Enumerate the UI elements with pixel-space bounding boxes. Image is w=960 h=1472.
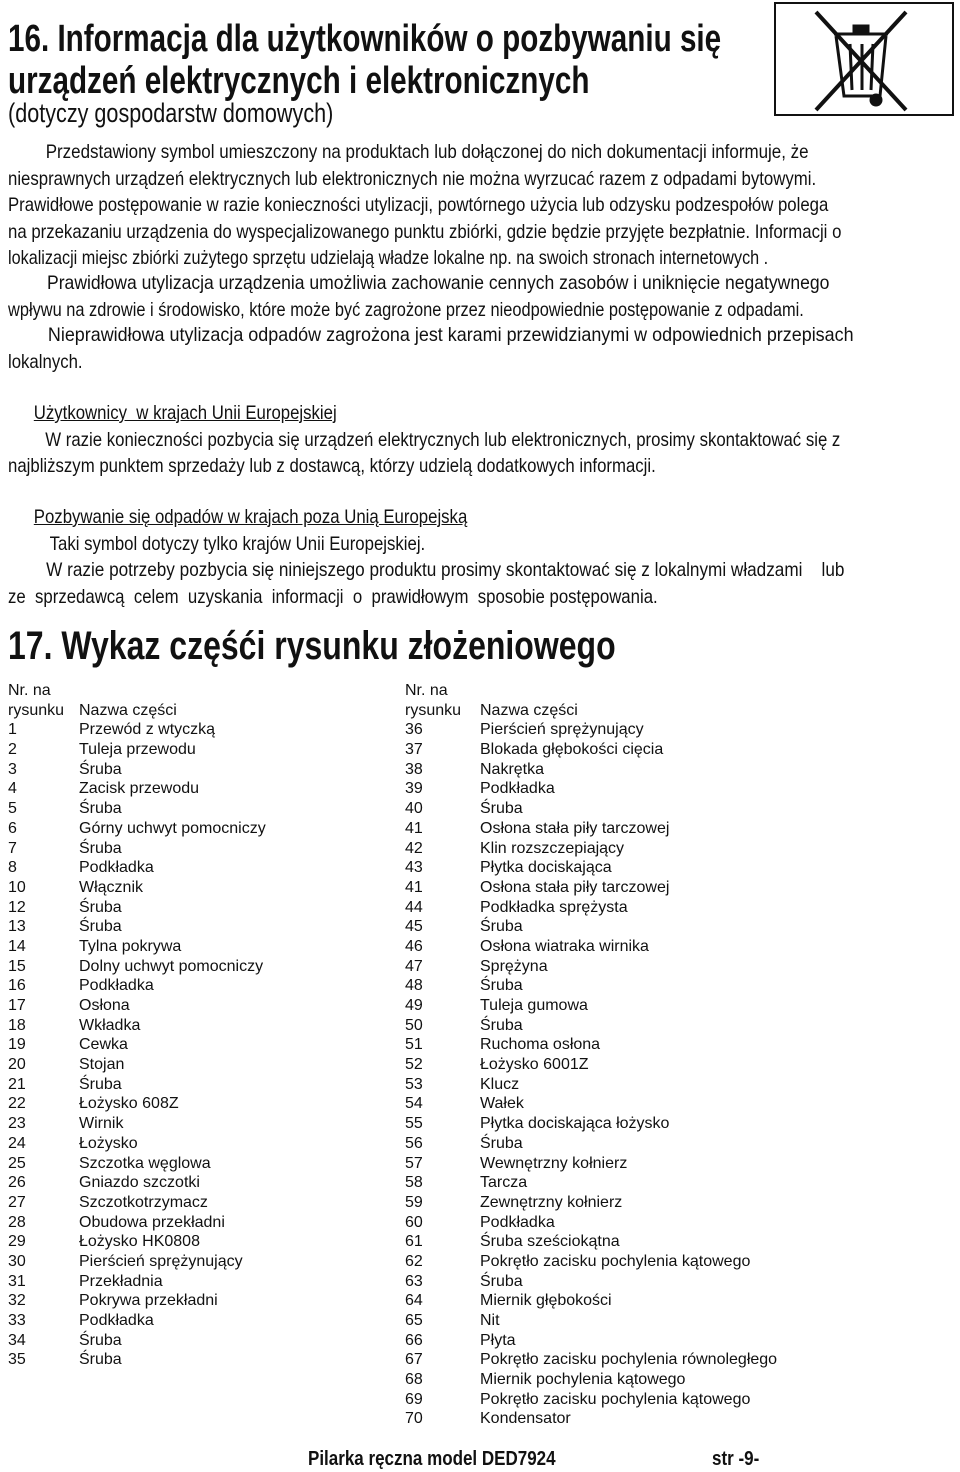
part-number: 61	[405, 1233, 423, 1251]
text-line: wpływu na zdrowie i środowisko, które może być zagrożone przez nieodpowiednie postępowanie z odpadami.	[8, 298, 804, 321]
part-name: Śruba	[79, 760, 122, 778]
text-line: Prawidłowa utylizacja urządzenia umożliwia zachowanie cennych zasobów i uniknięcie negatywnego	[8, 272, 830, 294]
part-number: 32	[8, 1292, 26, 1310]
part-number: 36	[405, 721, 423, 739]
part-number: 58	[405, 1174, 423, 1192]
part-number: 3	[8, 760, 17, 778]
part-number: 6	[8, 819, 17, 837]
part-number: 34	[8, 1331, 26, 1349]
part-name: Podkładka	[79, 1312, 154, 1329]
part-name: Śruba	[480, 918, 523, 936]
part-number: 25	[8, 1154, 26, 1172]
footer-title: Pilarka ręczna model DED7924	[308, 1448, 556, 1470]
header-nr-line1: Nr. na	[8, 682, 51, 699]
part-name: Włącznik	[79, 878, 144, 896]
part-name: Śruba	[79, 918, 122, 936]
part-name: Tarcza	[480, 1174, 528, 1192]
part-number: 54	[405, 1095, 423, 1113]
part-number: 22	[8, 1095, 26, 1113]
part-number: 52	[405, 1056, 423, 1074]
part-name: Podkładka sprężysta	[480, 898, 628, 916]
part-name: Podkładka	[79, 859, 154, 877]
part-number: 43	[405, 859, 423, 877]
part-number: 62	[405, 1252, 423, 1270]
part-number: 12	[8, 898, 26, 916]
header-nr-line2: rysunku	[405, 701, 462, 719]
text-line: lokalnych.	[8, 350, 83, 373]
part-name: Nakrętka	[480, 760, 545, 778]
proper-disposal-paragraph	[8, 270, 956, 323]
text-line: ze sprzedawcą celem uzyskania informacji o prawidłowym sposobie postępowania.	[8, 585, 658, 608]
part-name: Klucz	[480, 1075, 520, 1093]
part-name: Wewnętrzny kołnierz	[480, 1154, 628, 1172]
part-number: 15	[8, 957, 26, 975]
part-number: 56	[405, 1134, 423, 1152]
improper-disposal-paragraph	[8, 322, 956, 375]
part-name: Zewnętrzny kołnierz	[480, 1193, 623, 1211]
part-name: Podkładka	[480, 1213, 555, 1231]
text-line: lokalizacji miejsc zbiórki zużytego sprzętu udzielają władze lokalne np. na swoich stronach internetowych .	[8, 247, 769, 269]
part-name: Śruba	[79, 898, 122, 916]
part-number: 37	[405, 741, 423, 759]
part-name: Pierścień sprężynujący	[79, 1252, 243, 1270]
part-number: 67	[405, 1351, 423, 1369]
part-number: 51	[405, 1036, 423, 1054]
part-name: Przekładnia	[79, 1272, 163, 1290]
part-number: 60	[405, 1213, 423, 1231]
eu-users-section	[8, 400, 956, 480]
part-name: Podkładka	[79, 977, 154, 995]
part-number: 59	[405, 1193, 423, 1211]
part-name: Śruba	[480, 1016, 523, 1034]
part-name: Śruba	[480, 1272, 523, 1290]
part-number: 53	[405, 1075, 423, 1093]
part-number: 33	[8, 1312, 26, 1329]
part-name: Łożysko 608Z	[79, 1095, 179, 1113]
part-number: 65	[405, 1312, 423, 1329]
part-number: 7	[8, 839, 17, 857]
text-line: Nieprawidłowa utylizacja odpadów zagrożona jest karami przewidzianymi w odpowiednich przepisach	[8, 324, 854, 346]
part-name: Śruba	[79, 1331, 122, 1349]
part-name: Tylna pokrywa	[79, 937, 182, 955]
part-name: Miernik głębokości	[480, 1292, 612, 1310]
part-name: Zacisk przewodu	[79, 780, 200, 798]
part-number: 10	[8, 878, 26, 896]
part-name: Łożysko	[79, 1134, 138, 1152]
part-name: Wirnik	[79, 1115, 124, 1133]
header-name: Nazwa części	[480, 701, 578, 719]
page-number: str -9-	[712, 1448, 760, 1470]
part-number: 42	[405, 839, 423, 857]
part-name: Szczotkotrzymacz	[79, 1193, 208, 1211]
part-number: 27	[8, 1193, 26, 1211]
part-number: 55	[405, 1115, 423, 1133]
part-name: Pokrętło zacisku pochylenia kątowego	[480, 1252, 751, 1270]
part-name: Śruba	[79, 839, 122, 857]
part-number: 14	[8, 937, 26, 955]
section-16-title-line-1: 16. Informacja dla użytkowników o pozbywaniu się	[8, 18, 722, 60]
part-number: 38	[405, 760, 423, 778]
part-name: Śruba	[79, 800, 122, 818]
part-number: 45	[405, 918, 423, 936]
part-number: 31	[8, 1272, 26, 1290]
part-name: Pokrętło zacisku pochylenia równoległego	[480, 1351, 778, 1369]
part-number: 49	[405, 997, 423, 1014]
part-number: 24	[8, 1134, 26, 1152]
part-name: Śruba sześciokątna	[480, 1233, 620, 1251]
part-number: 23	[8, 1115, 26, 1133]
eu-users-heading-text: Użytkownicy w krajach Unii Europejskiej	[33, 402, 337, 424]
header-name: Nazwa części	[79, 701, 177, 719]
part-name: Płyta	[480, 1331, 516, 1349]
part-number: 16	[8, 977, 26, 995]
part-name: Śruba	[480, 800, 523, 818]
part-number: 47	[405, 957, 423, 975]
eu-users-heading	[8, 400, 823, 427]
part-name: Śruba	[79, 1351, 122, 1369]
text-line: W razie konieczności pozbycia się urządzeń elektrycznych lub elektronicznych, prosimy skontaktować się z	[8, 428, 841, 451]
part-number: 19	[8, 1036, 26, 1054]
part-name: Gniazdo szczotki	[79, 1174, 200, 1192]
part-name: Szczotka węglowa	[79, 1154, 211, 1172]
part-number: 64	[405, 1292, 423, 1310]
part-name: Osłona	[79, 997, 130, 1014]
part-number: 40	[405, 800, 423, 818]
part-name: Łożysko 6001Z	[480, 1056, 589, 1074]
part-name: Nit	[480, 1312, 500, 1329]
part-number: 44	[405, 898, 423, 916]
part-number: 69	[405, 1390, 423, 1408]
part-number: 63	[405, 1272, 423, 1290]
part-name: Wałek	[480, 1095, 524, 1113]
part-number: 4	[8, 780, 17, 798]
text-line: na przekazaniu urządzenia do wyspecjalizowanego punktu zbiórki, gdzie będzie przyjęte bezpłatnie. Informacji o	[8, 220, 842, 243]
part-number: 70	[405, 1410, 423, 1428]
part-name: Klin rozszczepiający	[480, 839, 625, 857]
part-number: 30	[8, 1252, 26, 1270]
text-line: Prawidłowe postępowanie w razie konieczności utylizacji, powtórnego użycia lub odzysku podzespołów polega	[8, 194, 829, 216]
part-number: 29	[8, 1233, 26, 1251]
part-name: Tuleja przewodu	[79, 741, 196, 759]
part-name: Śruba	[480, 1134, 523, 1152]
part-name: Płytka dociskająca	[480, 859, 612, 877]
part-number: 46	[405, 937, 423, 955]
text-line: najbliższym punktem sprzedaży lub z dostawcą, którzy udzielą dodatkowych informacji.	[8, 455, 656, 477]
non-eu-heading-text: Pozbywanie się odpadów w krajach poza Unią Europejską	[33, 506, 468, 528]
part-number: 21	[8, 1075, 26, 1093]
text-line: Przedstawiony symbol umieszczony na produktach lub dołączonej do nich dokumentacji informuje, że	[8, 141, 809, 163]
part-name: Śruba	[79, 1075, 122, 1093]
part-number: 41	[405, 878, 423, 896]
part-number: 39	[405, 780, 423, 798]
part-number: 50	[405, 1016, 423, 1034]
part-name: Miernik pochylenia kątowego	[480, 1371, 686, 1389]
non-eu-heading	[8, 504, 823, 531]
part-name: Obudowa przekładni	[79, 1213, 225, 1231]
part-name: Górny uchwyt pomocniczy	[79, 819, 266, 837]
part-name: Śruba	[480, 977, 523, 995]
header-nr-line2: rysunku	[8, 701, 65, 719]
part-name: Płytka dociskająca łożysko	[480, 1115, 670, 1133]
part-number: 35	[8, 1351, 26, 1369]
part-number: 57	[405, 1154, 423, 1172]
part-name: Podkładka	[480, 780, 555, 798]
part-number: 48	[405, 977, 423, 995]
part-name: Dolny uchwyt pomocniczy	[79, 957, 264, 975]
part-number: 1	[8, 721, 17, 739]
part-name: Kondensator	[480, 1410, 571, 1428]
part-name: Wkładka	[79, 1016, 141, 1034]
part-number: 17	[8, 997, 26, 1014]
part-number: 41	[405, 819, 423, 837]
part-number: 8	[8, 859, 17, 877]
part-number: 28	[8, 1213, 26, 1231]
non-eu-section	[8, 504, 956, 610]
part-name: Pokrętło zacisku pochylenia kątowego	[480, 1390, 751, 1408]
part-name: Pierścień sprężynujący	[480, 721, 644, 739]
part-name: Tuleja gumowa	[480, 997, 588, 1014]
part-name: Pokrywa przekładni	[79, 1292, 218, 1310]
part-name: Osłona stała piły tarczowej	[480, 819, 670, 837]
part-number: 2	[8, 741, 17, 759]
text-line: W razie potrzeby pozbycia się niniejszego produktu prosimy skontaktować się z lokalnymi władzami lub	[8, 559, 845, 581]
part-number: 26	[8, 1174, 26, 1192]
disposal-info-paragraph	[8, 139, 956, 272]
page-footer	[0, 1448, 960, 1470]
text-line: Taki symbol dotyczy tylko krajów Unii Europejskiej.	[8, 532, 426, 555]
part-number: 13	[8, 918, 26, 936]
part-number: 18	[8, 1016, 26, 1034]
text-line: niesprawnych urządzeń elektrycznych lub elektronicznych nie można wyrzucać razem z odpadami bytowymi.	[8, 167, 817, 190]
section-16-subtitle: (dotyczy gospodarstw domowych)	[8, 98, 334, 128]
part-name: Sprężyna	[480, 957, 548, 975]
section-17-title: 17. Wykaz częśći rysunku złożeniowego	[8, 624, 616, 668]
part-name: Łożysko HK0808	[79, 1233, 200, 1251]
part-name: Blokada głębokości cięcia	[480, 741, 664, 759]
part-name: Cewka	[79, 1036, 128, 1054]
part-name: Stojan	[79, 1056, 125, 1074]
part-number: 20	[8, 1056, 26, 1074]
crossed-out-wheelie-bin-icon	[774, 2, 954, 116]
part-number: 68	[405, 1371, 423, 1389]
part-name: Przewód z wtyczką	[79, 721, 216, 739]
header-nr-line1: Nr. na	[405, 682, 448, 699]
part-number: 66	[405, 1331, 423, 1349]
part-number: 5	[8, 800, 17, 818]
part-name: Osłona stała piły tarczowej	[480, 878, 670, 896]
part-name: Osłona wiatraka wirnika	[480, 937, 649, 955]
part-name: Ruchoma osłona	[480, 1036, 601, 1054]
section-16-title-line-2: urządzeń elektrycznych i elektronicznych	[8, 60, 590, 102]
